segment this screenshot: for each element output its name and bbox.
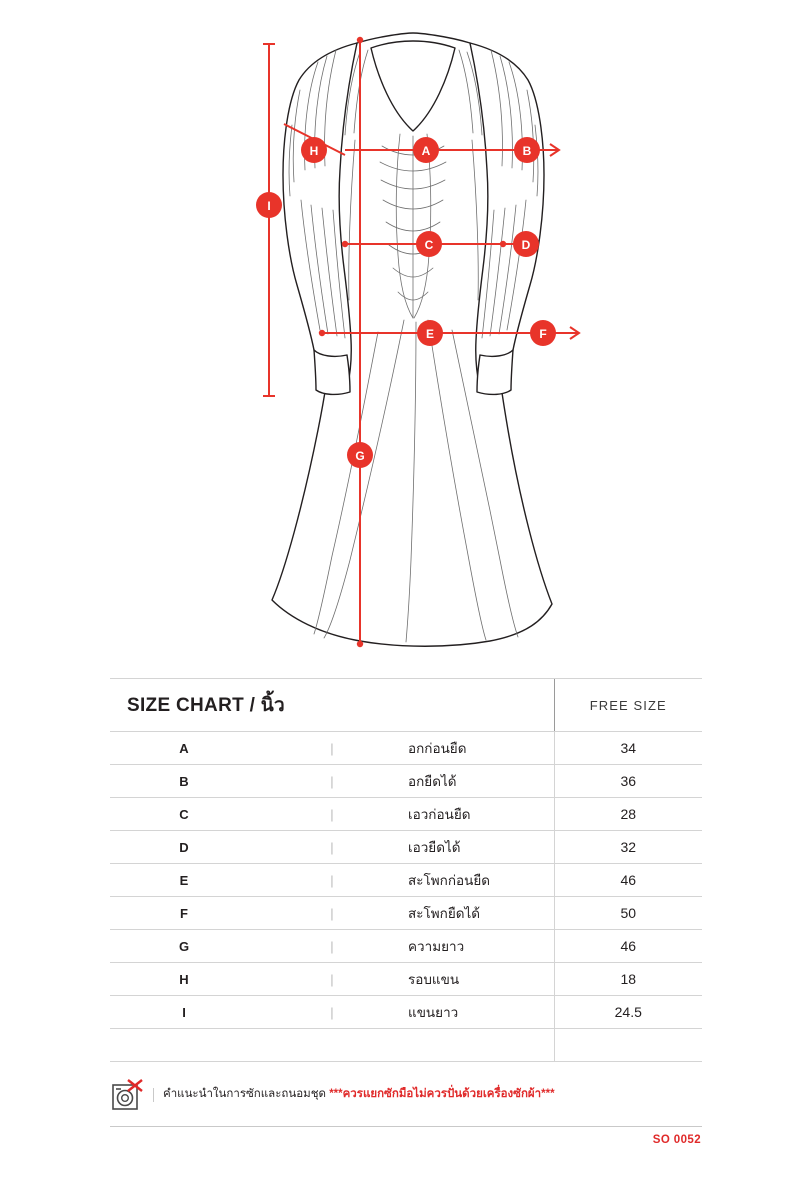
row-separator: |: [258, 765, 406, 798]
table-row: [110, 798, 702, 831]
row-code: H: [110, 963, 258, 996]
care-instructions: [110, 1078, 702, 1112]
row-value: 46: [554, 930, 702, 963]
marker-H: [301, 137, 327, 163]
row-separator: |: [258, 897, 406, 930]
care-warning: ***ควรแยกซักมือไม่ควรปั่นด้วยเครื่องซักผ้า***: [329, 1088, 555, 1101]
column-header-free-size: FREE SIZE: [554, 679, 702, 732]
table-header-row: [110, 679, 702, 732]
row-code: D: [110, 831, 258, 864]
svg-text:I: I: [267, 199, 271, 213]
row-separator: |: [258, 930, 406, 963]
row-code: F: [110, 897, 258, 930]
svg-text:E: E: [425, 327, 435, 341]
row-value: 24.5: [554, 996, 702, 1029]
svg-text:B: B: [522, 144, 532, 158]
row-code: I: [110, 996, 258, 1029]
svg-text:H: H: [309, 144, 319, 158]
row-value: 18: [554, 963, 702, 996]
marker-B: [514, 137, 540, 163]
product-sku: SO 0052: [652, 1134, 701, 1146]
care-label: คำแนะนำในการซักและถนอมชุด: [163, 1088, 326, 1101]
table-row: [110, 831, 702, 864]
row-value: 32: [554, 831, 702, 864]
care-text-block: [153, 1088, 555, 1102]
row-code: C: [110, 798, 258, 831]
marker-E: [417, 320, 443, 346]
row-code: G: [110, 930, 258, 963]
row-value: 36: [554, 765, 702, 798]
marker-D: [513, 231, 539, 257]
dress-outline: [272, 33, 552, 646]
table-row: [110, 996, 702, 1029]
row-label: เอวก่อนยืด: [406, 798, 554, 831]
row-code: B: [110, 765, 258, 798]
marker-I: [256, 192, 282, 218]
svg-text:A: A: [421, 144, 431, 158]
row-separator: |: [258, 831, 406, 864]
marker-G: [347, 442, 373, 468]
row-label: อกยืดได้: [406, 765, 554, 798]
svg-text:F: F: [539, 327, 547, 341]
table-row: [110, 765, 702, 798]
row-value: 46: [554, 864, 702, 897]
row-value: 34: [554, 732, 702, 765]
table-row: [110, 897, 702, 930]
row-separator: |: [258, 963, 406, 996]
row-value: 28: [554, 798, 702, 831]
row-separator: |: [258, 798, 406, 831]
row-label: ความยาว: [406, 930, 554, 963]
row-separator: |: [258, 732, 406, 765]
row-label: สะโพกยืดได้: [406, 897, 554, 930]
svg-text:D: D: [521, 238, 531, 252]
row-label: สะโพกก่อนยืด: [406, 864, 554, 897]
no-machine-wash-icon: [110, 1078, 144, 1112]
row-label: รอบแขน: [406, 963, 554, 996]
row-label: อกก่อนยืด: [406, 732, 554, 765]
svg-text:G: G: [355, 449, 365, 463]
table-row: [110, 864, 702, 897]
marker-A: [413, 137, 439, 163]
table-row: [110, 732, 702, 765]
table-row: [110, 930, 702, 963]
marker-F: [530, 320, 556, 346]
size-chart-title: SIZE CHART / นิ้ว: [110, 679, 554, 732]
row-code: A: [110, 732, 258, 765]
row-separator: |: [258, 864, 406, 897]
marker-C: [416, 231, 442, 257]
row-separator: |: [258, 996, 406, 1029]
size-chart-table: [110, 678, 702, 1062]
footer-divider: [110, 1126, 702, 1127]
row-value: 50: [554, 897, 702, 930]
row-code: E: [110, 864, 258, 897]
row-label: เอวยืดได้: [406, 831, 554, 864]
table-row-empty: [110, 1029, 702, 1062]
svg-text:C: C: [424, 238, 434, 252]
row-label: แขนยาว: [406, 996, 554, 1029]
table-row: [110, 963, 702, 996]
size-chart-section: [110, 678, 702, 1062]
